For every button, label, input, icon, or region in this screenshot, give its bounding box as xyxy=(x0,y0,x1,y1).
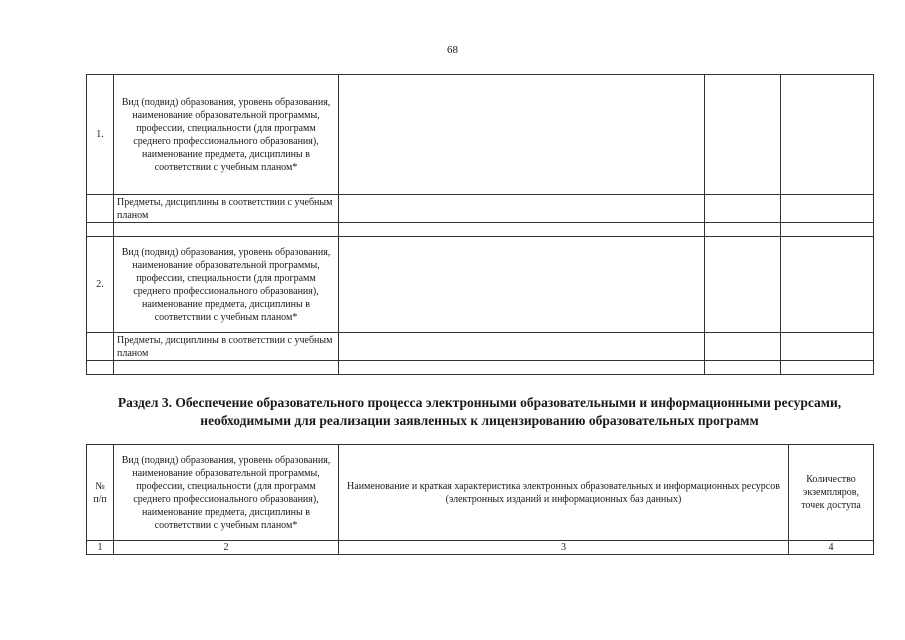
empty-cell xyxy=(781,75,874,195)
empty-cell xyxy=(339,333,705,361)
page-number: 68 xyxy=(447,44,458,56)
empty-cell xyxy=(781,195,874,223)
empty-cell xyxy=(114,361,339,375)
header-program: Вид (подвид) образования, уровень образования, наименование образовательной программы, профессии, специальности (для программ среднего профессионального образования), наименование предмета, дисциплины в соответствии с учебным планом* xyxy=(114,445,339,541)
program-table xyxy=(86,74,874,375)
subjects-label: Предметы, дисциплины в соответствии с учебным планом xyxy=(114,333,339,361)
empty-cell xyxy=(114,223,339,237)
header-row xyxy=(87,445,874,541)
program-description: Вид (подвид) образования, уровень образования, наименование образовательной программы, профессии, специальности (для программ среднего профессионального образования), наименование предмета, дисциплины в соответствии с учебным планом* xyxy=(114,75,339,195)
empty-cell xyxy=(705,75,781,195)
header-num: № п/п xyxy=(87,445,114,541)
table-row xyxy=(87,361,874,375)
header-resources: Наименование и краткая характеристика электронных образовательных и информационных ресурсов (электронных изданий и информационных баз данных) xyxy=(339,445,789,541)
empty-cell xyxy=(339,195,705,223)
resources-table xyxy=(86,444,874,555)
table-row xyxy=(87,223,874,237)
row-number: 1. xyxy=(87,75,114,195)
empty-cell xyxy=(705,237,781,333)
empty-cell xyxy=(781,223,874,237)
empty-cell xyxy=(339,237,705,333)
row-number xyxy=(87,361,114,375)
table-row xyxy=(87,333,874,361)
subjects-label: Предметы, дисциплины в соответствии с учебным планом xyxy=(114,195,339,223)
empty-cell xyxy=(339,361,705,375)
row-number: 2. xyxy=(87,237,114,333)
column-number: 4 xyxy=(789,541,874,555)
empty-cell xyxy=(339,223,705,237)
empty-cell xyxy=(781,333,874,361)
table-row xyxy=(87,75,874,195)
empty-cell xyxy=(705,333,781,361)
row-number xyxy=(87,195,114,223)
column-number: 3 xyxy=(339,541,789,555)
empty-cell xyxy=(705,195,781,223)
row-number xyxy=(87,223,114,237)
section-heading: Раздел 3. Обеспечение образовательного процесса электронными образовательными и информационными ресурсами, необходимыми для реализации заявленных к лицензированию образовательных программ xyxy=(117,395,842,428)
header-count: Количество экземпляров, точек доступа xyxy=(789,445,874,541)
row-number xyxy=(87,333,114,361)
table-row xyxy=(87,195,874,223)
table-row xyxy=(87,237,874,333)
empty-cell xyxy=(781,361,874,375)
empty-cell xyxy=(781,237,874,333)
column-numbers-row xyxy=(87,541,874,555)
column-number: 1 xyxy=(87,541,114,555)
program-description: Вид (подвид) образования, уровень образования, наименование образовательной программы, профессии, специальности (для программ среднего профессионального образования), наименование предмета, дисциплины в соответствии с учебным планом* xyxy=(114,237,339,333)
column-number: 2 xyxy=(114,541,339,555)
empty-cell xyxy=(705,223,781,237)
empty-cell xyxy=(705,361,781,375)
empty-cell xyxy=(339,75,705,195)
